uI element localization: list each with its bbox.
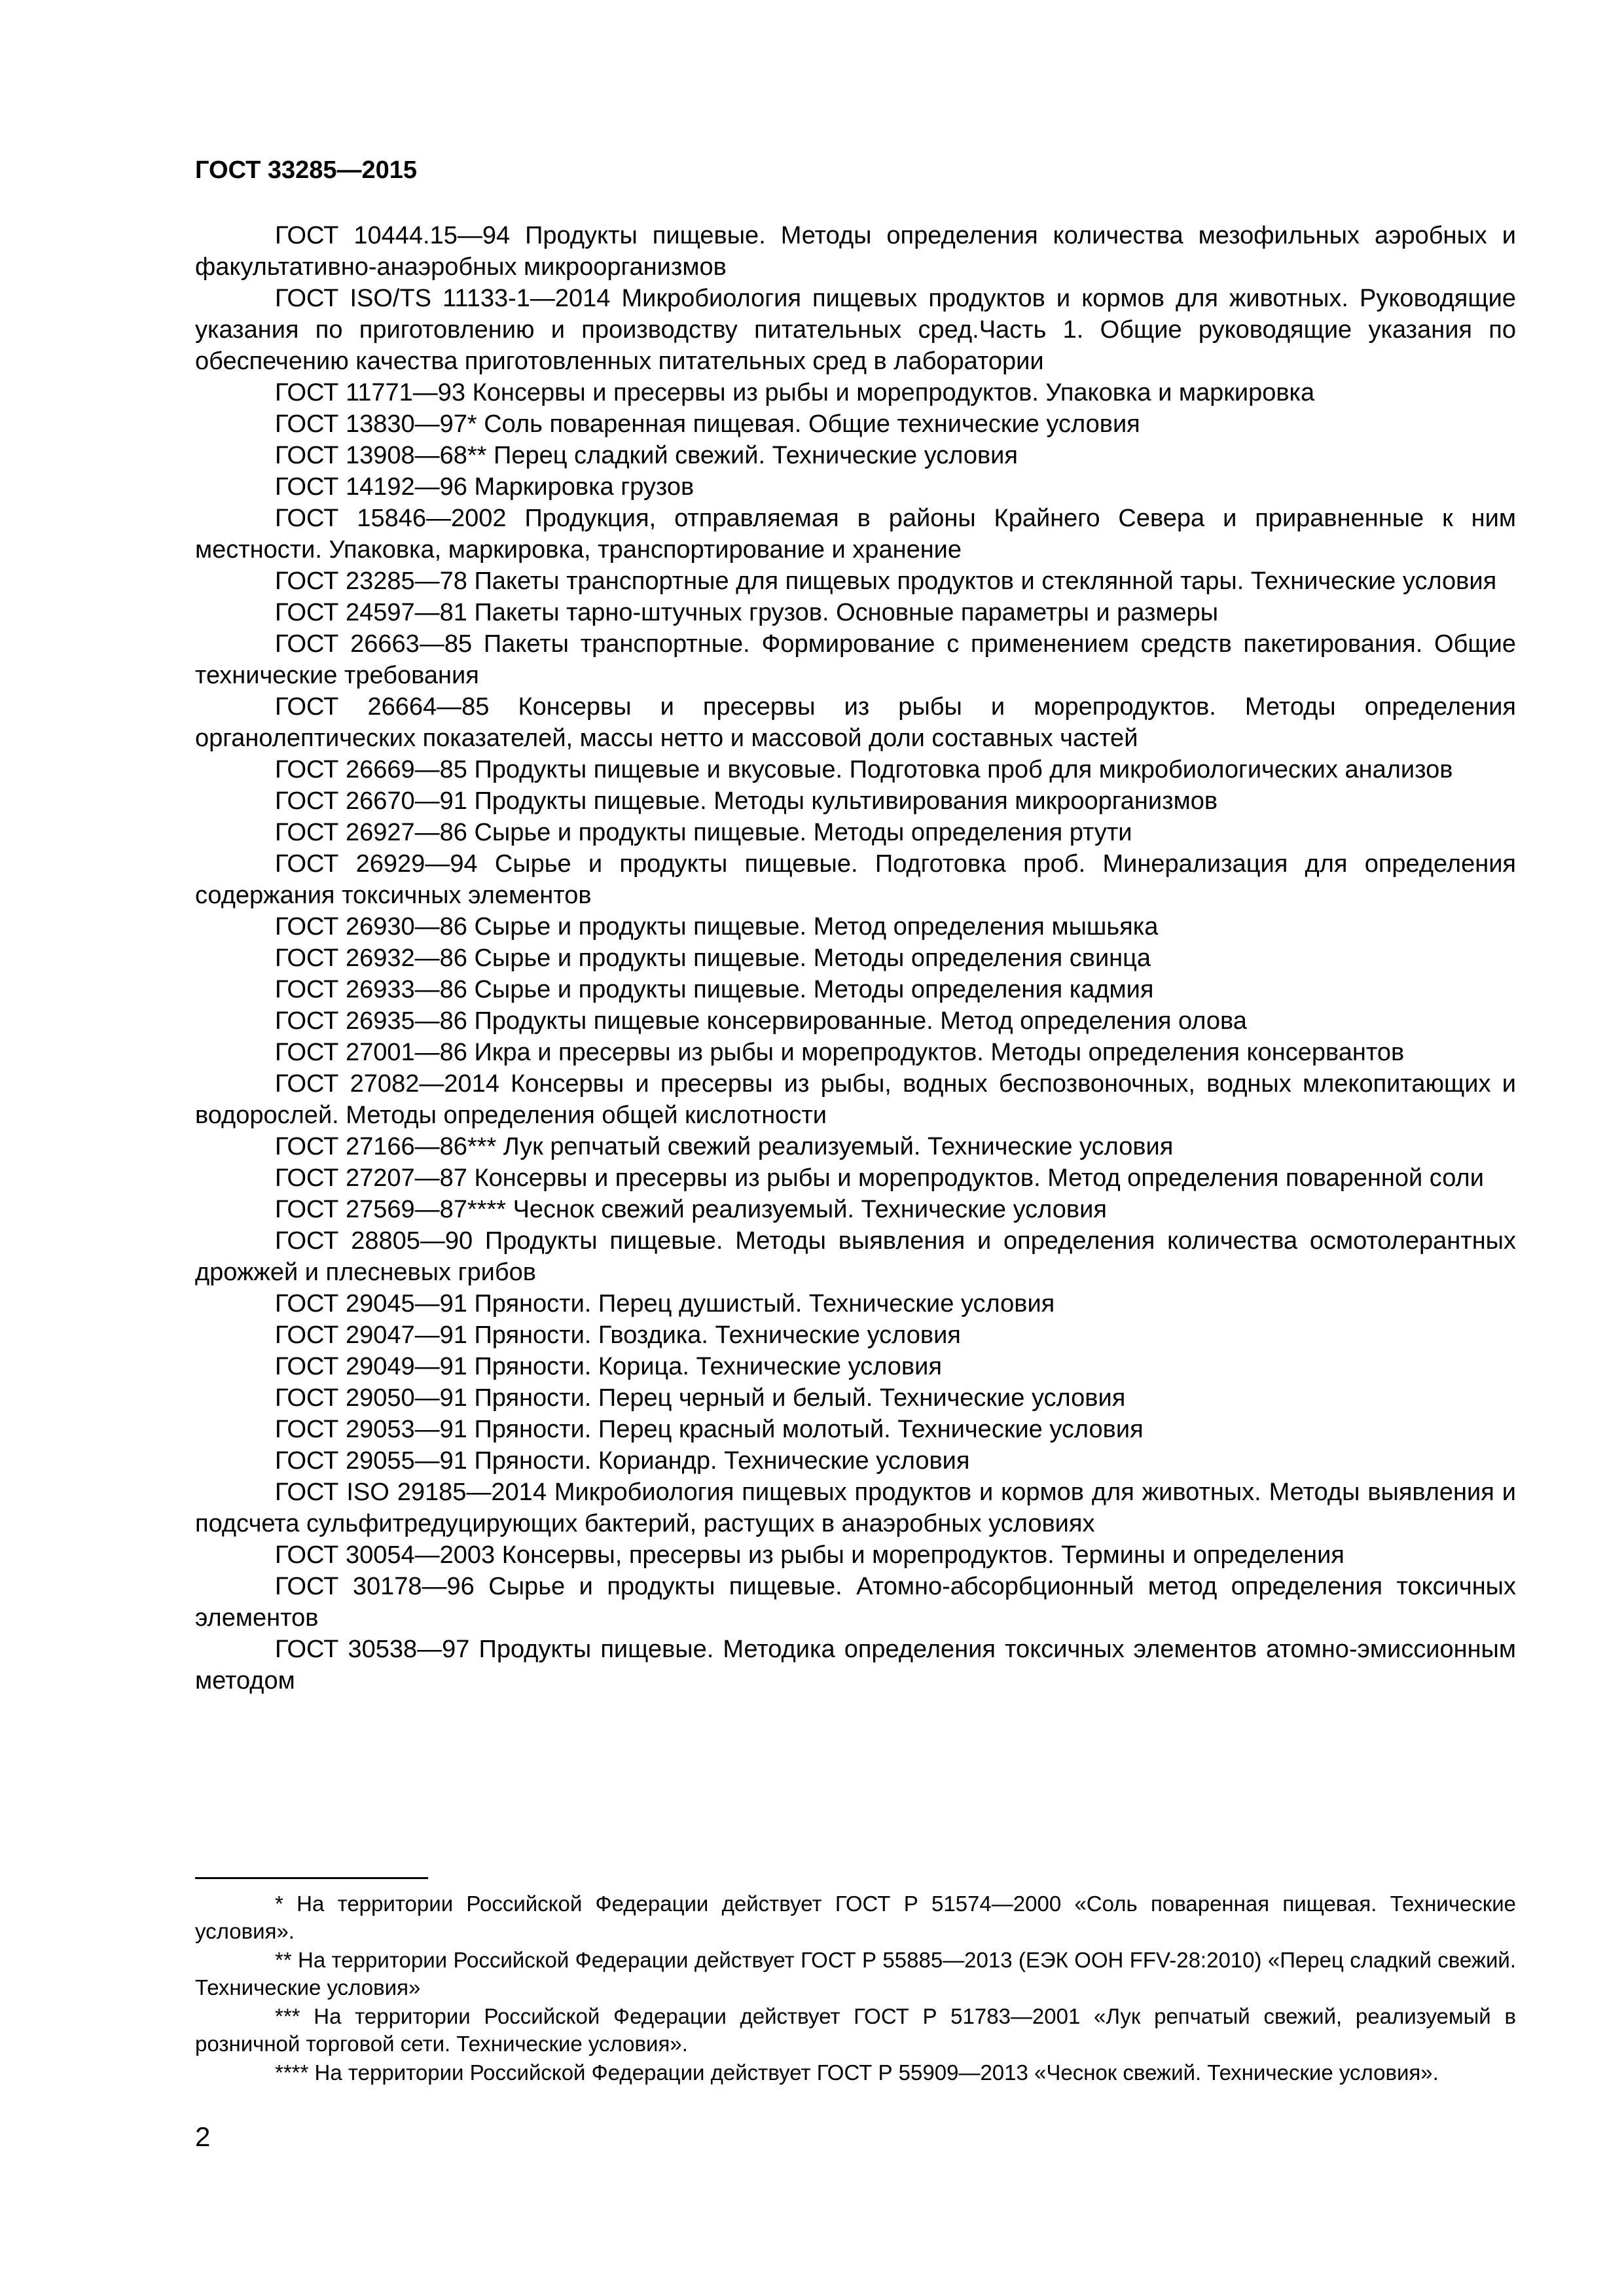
reference-item: ГОСТ 26932—86 Сырье и продукты пищевые. Методы определения свинца — [275, 944, 1151, 972]
reference-item: ГОСТ 26664—85 Консервы и пресервы из рыбы и морепродуктов. Методы определения органолептических показателей, массы нетто и массовой доли составных частей — [195, 693, 1516, 752]
reference-item: ГОСТ 29047—91 Пряности. Гвоздика. Технические условия — [275, 1321, 961, 1349]
reference-item: ГОСТ 29055—91 Пряности. Кориандр. Технические условия — [275, 1447, 970, 1475]
reference-item: ГОСТ 28805—90 Продукты пищевые. Методы выявления и определения количества осмотолерантных дрожжей и плесневых грибов — [195, 1227, 1516, 1286]
footnote-item: ** На территории Российской Федерации действует ГОСТ Р 55885—2013 (ЕЭК ООН FFV-28:2010) «Перец сладкий свежий. Технические условия» — [195, 1948, 1516, 2000]
reference-item: ГОСТ 26927—86 Сырье и продукты пищевые. Методы определения ртути — [275, 819, 1132, 846]
footnote-divider — [195, 1877, 428, 1879]
reference-item: ГОСТ 30178—96 Сырье и продукты пищевые. Атомно-абсорбционный метод определения токсичных элементов — [195, 1573, 1516, 1632]
reference-item: ГОСТ 27166—86*** Лук репчатый свежий реализуемый. Технические условия — [275, 1133, 1174, 1160]
footnote-item: *** На территории Российской Федерации действует ГОСТ Р 51783—2001 «Лук репчатый свежий, реализуемый в розничной торговой сети. Технические условия». — [195, 2004, 1516, 2056]
reference-item: ГОСТ ISO 29185—2014 Микробиология пищевых продуктов и кормов для животных. Методы выявления и подсчета сульфитредуцирующих бактерий, растущих в анаэробных условиях — [195, 1479, 1516, 1537]
reference-item: ГОСТ 14192—96 Маркировка грузов — [275, 473, 695, 501]
reference-item: ГОСТ 23285—78 Пакеты транспортные для пищевых продуктов и стеклянной тары. Технические условия — [275, 567, 1497, 595]
reference-item: ГОСТ 26669—85 Продукты пищевые и вкусовые. Подготовка проб для микробиологических анализов — [275, 756, 1453, 783]
page-header: ГОСТ 33285—2015 — [195, 156, 418, 184]
reference-item: ГОСТ 26670—91 Продукты пищевые. Методы культивирования микроорганизмов — [275, 787, 1218, 815]
reference-item: ГОСТ 10444.15—94 Продукты пищевые. Методы определения количества мезофильных аэробных и факультативно-анаэробных микроорганизмов — [195, 222, 1516, 281]
reference-item: ГОСТ 15846—2002 Продукция, отправляемая в районы Крайнего Севера и приравненные к ним местности. Упаковка, маркировка, транспортирование и хранение — [195, 505, 1516, 564]
reference-item: ГОСТ 26929—94 Сырье и продукты пищевые. Подготовка проб. Минерализация для определения содержания токсичных элементов — [195, 850, 1516, 909]
reference-item: ГОСТ 30054—2003 Консервы, пресервы из рыбы и морепродуктов. Термины и определения — [275, 1541, 1344, 1569]
footnotes — [195, 1890, 1516, 2088]
footnote-item: * На территории Российской Федерации действует ГОСТ Р 51574—2000 «Соль поваренная пищевая. Технические условия». — [195, 1892, 1516, 1943]
normative-references-list — [195, 220, 1516, 1696]
reference-item: ГОСТ 26935—86 Продукты пищевые консервированные. Метод определения олова — [275, 1007, 1247, 1035]
reference-item: ГОСТ 26663—85 Пакеты транспортные. Формирование с применением средств пакетирования. Общие технические требования — [195, 630, 1516, 689]
reference-item: ГОСТ 27569—87**** Чеснок свежий реализуемый. Технические условия — [275, 1196, 1107, 1223]
reference-item: ГОСТ 13830—97* Соль поваренная пищевая. Общие технические условия — [275, 410, 1140, 438]
reference-item: ГОСТ 11771—93 Консервы и пресервы из рыбы и морепродуктов. Упаковка и маркировка — [275, 379, 1315, 406]
reference-item: ГОСТ 29045—91 Пряности. Перец душистый. Технические условия — [275, 1290, 1055, 1318]
reference-item: ГОСТ 29053—91 Пряности. Перец красный молотый. Технические условия — [275, 1416, 1144, 1443]
reference-item: ГОСТ 27001—86 Икра и пресервы из рыбы и морепродуктов. Методы определения консервантов — [275, 1039, 1405, 1066]
reference-item: ГОСТ 13908—68** Перец сладкий свежий. Технические условия — [275, 442, 1018, 469]
reference-item: ГОСТ 26933—86 Сырье и продукты пищевые. Методы определения кадмия — [275, 976, 1154, 1003]
reference-item: ГОСТ 26930—86 Сырье и продукты пищевые. Метод определения мышьяка — [275, 913, 1159, 941]
reference-item: ГОСТ 27082—2014 Консервы и пресервы из рыбы, водных беспозвоночных, водных млекопитающих и водорослей. Методы определения общей кислотности — [195, 1070, 1516, 1129]
reference-item: ГОСТ 29049—91 Пряности. Корица. Технические условия — [275, 1353, 942, 1380]
page-number: 2 — [195, 2121, 211, 2152]
reference-item: ГОСТ 30538—97 Продукты пищевые. Методика определения токсичных элементов атомно-эмиссионным методом — [195, 1636, 1516, 1695]
reference-item: ГОСТ 29050—91 Пряности. Перец черный и белый. Технические условия — [275, 1384, 1126, 1412]
reference-item: ГОСТ 24597—81 Пакеты тарно-штучных грузов. Основные параметры и размеры — [275, 599, 1219, 626]
footnote-item: **** На территории Российской Федерации действует ГОСТ Р 55909—2013 «Чеснок свежий. Технические условия». — [275, 2060, 1439, 2085]
reference-item: ГОСТ 27207—87 Консервы и пресервы из рыбы и морепродуктов. Метод определения поваренной соли — [275, 1164, 1484, 1192]
reference-item: ГОСТ ISO/TS 11133-1—2014 Микробиология пищевых продуктов и кормов для животных. Руководящие указания по приготовлению и производству питательных сред.Часть 1. Общие руководящие указания по обеспечению качества приготовленных питательных сред в лаборатории — [195, 285, 1516, 375]
